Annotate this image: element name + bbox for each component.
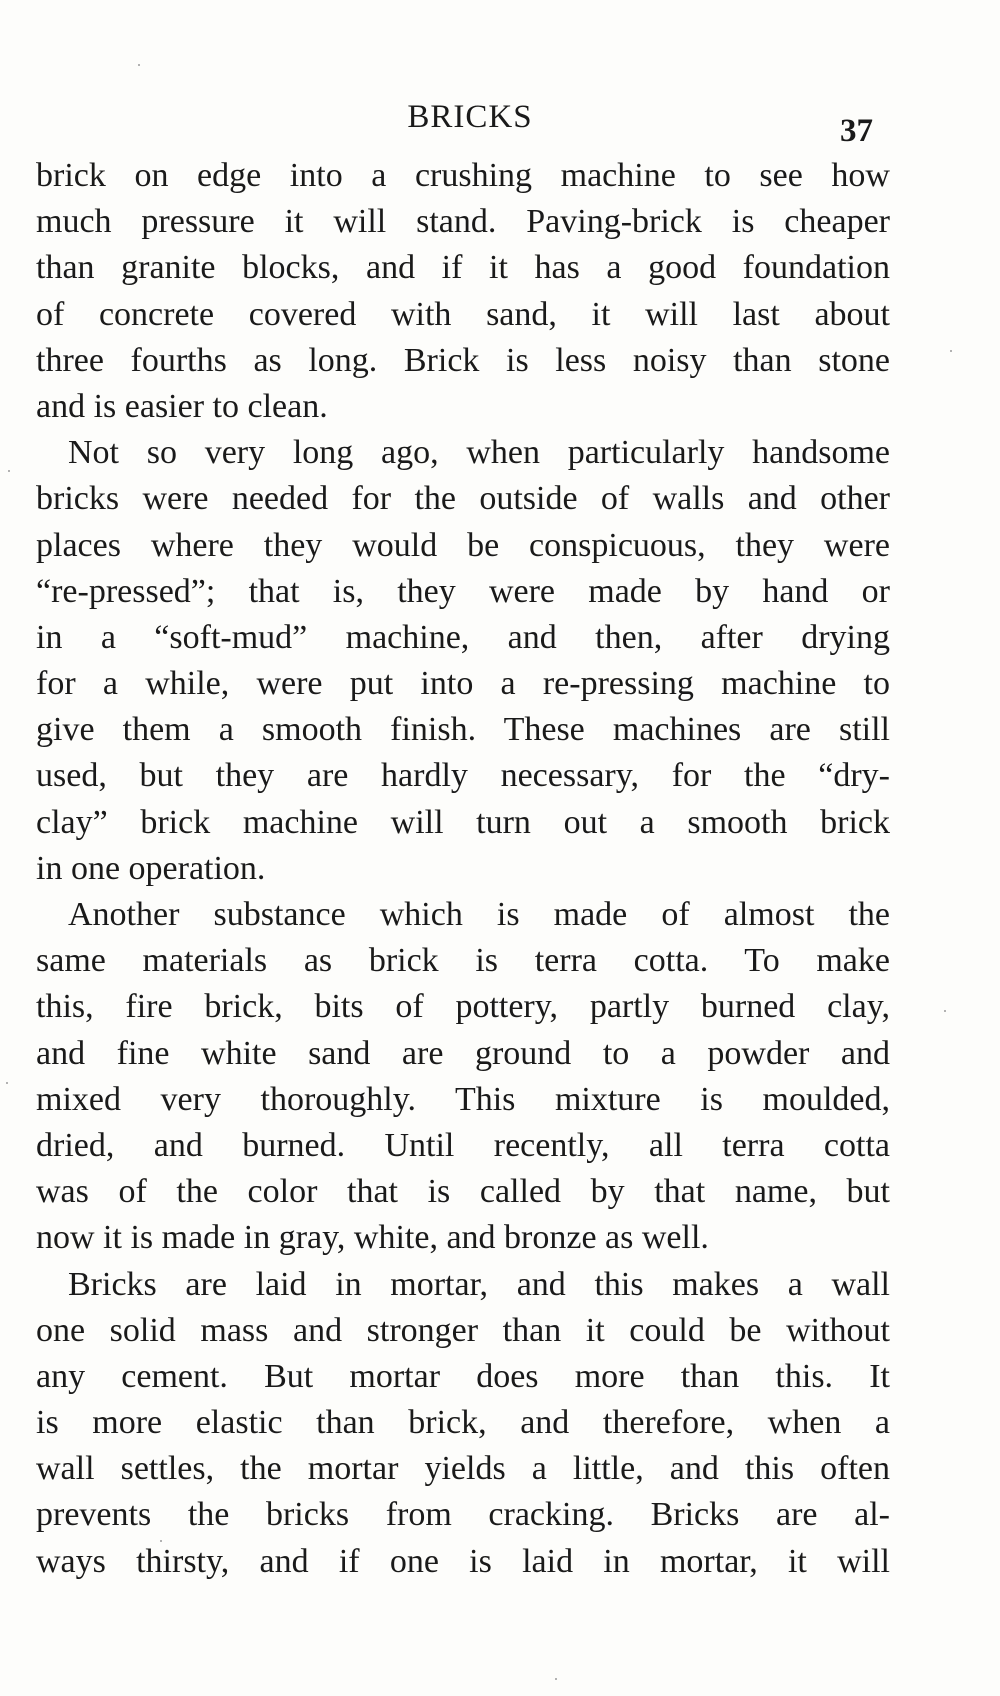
text-line: and fine white sand are ground to a powder and [36,1034,890,1072]
text-line: for a while, were put into a re-pressing machine to [36,665,890,703]
text-line: was of the color that is called by that name, but [36,1173,890,1211]
text-line: mixed very thoroughly. This mixture is moulded, [36,1080,890,1118]
scan-speck [8,470,10,472]
body-text [36,153,890,1585]
text-line: dried, and burned. Until recently, all terra cotta [36,1126,890,1164]
text-line: than granite blocks, and if it has a good foundation [36,249,890,287]
page-number: 37 [840,113,873,149]
running-header [0,92,1000,149]
text-line: clay” brick machine will turn out a smooth brick [36,803,890,841]
text-line: “re-pressed”; that is, they were made by hand or [36,572,890,610]
scan-speck [160,1540,162,1542]
text-line: any cement. But mortar does more than this. It [36,1357,890,1395]
text-line: and is easier to clean. [36,387,328,425]
text-line: places where they would be conspicuous, they were [36,526,890,564]
text-line: one solid mass and stronger than it could be without [36,1311,890,1349]
text-line: ways thirsty, and if one is laid in mortar, it will [36,1542,890,1580]
text-line: is more elastic than brick, and therefore, when a [36,1404,890,1442]
text-line: in one operation. [36,849,266,887]
paragraph-first-line: Another substance which is made of almost the [68,896,890,933]
text-line: give them a smooth finish. These machines are still [36,711,890,749]
text-line: of concrete covered with sand, it will last about [36,295,890,333]
scan-speck [6,1082,8,1084]
text-line: much pressure it will stand. Paving-brick is cheaper [36,203,890,241]
scan-speck [950,350,952,352]
text-line: three fourths as long. Brick is less noisy than stone [36,341,890,379]
text-line: this, fire brick, bits of pottery, partly burned clay, [36,988,890,1026]
text-line: brick on edge into a crushing machine to see how [36,157,890,194]
scan-speck [555,1678,557,1680]
scan-speck [138,64,140,66]
paragraph-first-line: Bricks are laid in mortar, and this makes a wall [68,1265,890,1303]
paragraph-first-line: Not so very long ago, when particularly handsome [68,434,890,472]
text-line: wall settles, the mortar yields a little, and this often [36,1450,890,1488]
chapter-title: BRICKS [407,99,533,135]
text-line: same materials as brick is terra cotta. To make [36,942,890,980]
text-line: bricks were needed for the outside of walls and other [36,480,890,518]
text-line: used, but they are hardly necessary, for the “dry- [36,757,890,795]
scan-speck [944,1010,946,1012]
text-line: prevents the bricks from cracking. Bricks are al- [36,1496,890,1534]
text-line: in a “soft-mud” machine, and then, after drying [36,618,890,656]
text-line: now it is made in gray, white, and bronze as well. [36,1219,709,1257]
